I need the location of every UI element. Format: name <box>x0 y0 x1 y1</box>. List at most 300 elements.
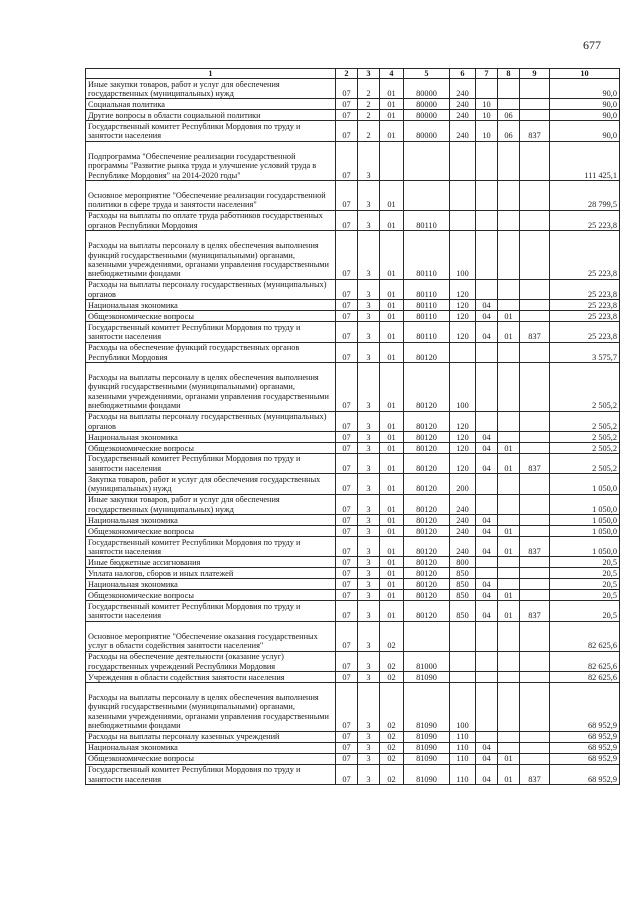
column-2-cell: 07 <box>336 322 358 342</box>
column-3-cell: 2 <box>358 99 380 110</box>
column-5-cell: 80120 <box>404 442 450 453</box>
column-2-cell: 07 <box>336 579 358 590</box>
column-2-cell: 07 <box>336 742 358 753</box>
column-3-cell: 3 <box>358 322 380 342</box>
column-9-cell <box>520 557 550 568</box>
column-8-cell <box>498 742 520 753</box>
column-8-cell <box>498 300 520 311</box>
column-3-cell: 3 <box>358 672 380 683</box>
column-5-cell: 81090 <box>404 753 450 764</box>
column-3-cell: 3 <box>358 731 380 742</box>
column-3-cell: 3 <box>358 557 380 568</box>
column-3-cell: 3 <box>358 526 380 537</box>
column-3-cell: 3 <box>358 494 380 514</box>
column-5-cell: 80110 <box>404 279 450 299</box>
column-9-cell <box>520 590 550 601</box>
column-9-cell <box>520 621 550 651</box>
column-6-cell <box>450 672 476 683</box>
column-4-cell: 02 <box>380 621 404 651</box>
column-name-cell: Расходы на обеспечение функций государственных органов Республики Мордовия <box>86 342 336 362</box>
table-row <box>86 526 620 537</box>
column-name-cell: Общеэкономические вопросы <box>86 311 336 322</box>
column-3-cell: 2 <box>358 110 380 121</box>
column-2-cell: 07 <box>336 731 358 742</box>
column-name-cell: Общеэкономические вопросы <box>86 590 336 601</box>
column-7-cell <box>476 731 498 742</box>
column-4-cell: 01 <box>380 494 404 514</box>
column-5-cell: 80110 <box>404 300 450 311</box>
column-9-cell <box>520 683 550 732</box>
column-7-cell <box>476 180 498 210</box>
column-5-cell: 80120 <box>404 342 450 362</box>
column-8-cell <box>498 279 520 299</box>
column-5-cell: 80000 <box>404 121 450 141</box>
column-3-cell: 3 <box>358 601 380 621</box>
column-7-cell: 04 <box>476 322 498 342</box>
column-9-cell <box>520 442 550 453</box>
column-2-cell: 07 <box>336 79 358 99</box>
column-5-cell: 80110 <box>404 311 450 322</box>
column-5-cell: 81090 <box>404 764 450 784</box>
column-amount-cell: 1 050,0 <box>550 526 620 537</box>
column-7-cell: 04 <box>476 453 498 473</box>
column-5-cell: 80120 <box>404 453 450 473</box>
column-2-cell: 07 <box>336 526 358 537</box>
column-6-cell: 240 <box>450 526 476 537</box>
column-amount-cell: 1 050,0 <box>550 474 620 494</box>
column-4-cell: 01 <box>380 442 404 453</box>
column-amount-cell: 3 575,7 <box>550 342 620 362</box>
column-7-cell: 04 <box>476 753 498 764</box>
column-7-cell: 10 <box>476 99 498 110</box>
column-amount-cell: 82 625,6 <box>550 621 620 651</box>
column-2-cell: 07 <box>336 515 358 526</box>
column-7-cell: 04 <box>476 526 498 537</box>
column-5-cell: 80000 <box>404 110 450 121</box>
column-4-cell <box>380 141 404 180</box>
column-name-cell: Социальная политика <box>86 99 336 110</box>
column-amount-cell: 25 223,8 <box>550 300 620 311</box>
table-row <box>86 515 620 526</box>
column-5-cell: 81090 <box>404 672 450 683</box>
column-3-cell: 3 <box>358 442 380 453</box>
column-name-cell: Государственный комитет Республики Мордовия по труду и занятости населения <box>86 601 336 621</box>
column-9-cell <box>520 79 550 99</box>
column-amount-cell: 68 952,9 <box>550 764 620 784</box>
column-4-cell: 01 <box>380 579 404 590</box>
column-2-cell: 07 <box>336 99 358 110</box>
column-2-cell: 07 <box>336 683 358 732</box>
column-5-cell <box>404 621 450 651</box>
column-5-cell <box>404 141 450 180</box>
column-8-cell <box>498 99 520 110</box>
column-5-cell: 81090 <box>404 742 450 753</box>
column-amount-cell: 20,5 <box>550 590 620 601</box>
column-7-cell: 04 <box>476 590 498 601</box>
column-8-cell <box>498 141 520 180</box>
column-5-cell: 80120 <box>404 362 450 411</box>
column-8-cell: 01 <box>498 537 520 557</box>
column-9-cell <box>520 362 550 411</box>
column-amount-cell: 82 625,6 <box>550 672 620 683</box>
column-7-cell <box>476 651 498 671</box>
column-4-cell: 01 <box>380 431 404 442</box>
column-2-cell: 07 <box>336 362 358 411</box>
column-9-cell: 837 <box>520 121 550 141</box>
column-6-cell: 200 <box>450 474 476 494</box>
column-8-cell <box>498 579 520 590</box>
column-9-cell <box>520 141 550 180</box>
table-row <box>86 731 620 742</box>
column-5-cell <box>404 180 450 210</box>
column-5-cell: 80120 <box>404 590 450 601</box>
column-9-cell <box>520 568 550 579</box>
column-2-cell: 07 <box>336 210 358 230</box>
column-4-cell: 01 <box>380 79 404 99</box>
column-9-cell <box>520 526 550 537</box>
column-7-cell <box>476 672 498 683</box>
column-5-cell: 81090 <box>404 731 450 742</box>
column-6-cell <box>450 651 476 671</box>
table-row <box>86 342 620 362</box>
column-amount-cell: 20,5 <box>550 579 620 590</box>
column-6-cell <box>450 180 476 210</box>
column-6-cell: 120 <box>450 453 476 473</box>
column-4-cell: 02 <box>380 764 404 784</box>
column-name-cell: Иные закупки товаров, работ и услуг для обеспечения государственных (муниципальных) нужд <box>86 494 336 514</box>
column-3-cell: 3 <box>358 411 380 431</box>
column-4-cell: 01 <box>380 590 404 601</box>
column-name-cell: Общеэкономические вопросы <box>86 753 336 764</box>
column-6-cell: 110 <box>450 731 476 742</box>
column-9-cell <box>520 474 550 494</box>
page-number: 677 <box>583 38 601 52</box>
column-6-cell: 100 <box>450 362 476 411</box>
table-row <box>86 453 620 473</box>
column-4-cell: 01 <box>380 342 404 362</box>
column-6-cell: 110 <box>450 742 476 753</box>
column-6-cell: 850 <box>450 568 476 579</box>
column-5-cell: 80120 <box>404 411 450 431</box>
column-9-cell: 837 <box>520 764 550 784</box>
column-5-cell: 80110 <box>404 322 450 342</box>
table-row <box>86 474 620 494</box>
column-6-cell: 120 <box>450 431 476 442</box>
column-7-cell <box>476 79 498 99</box>
column-2-cell: 07 <box>336 537 358 557</box>
header-column-name: 1 <box>86 69 336 79</box>
column-2-cell: 07 <box>336 231 358 280</box>
column-2-cell: 07 <box>336 141 358 180</box>
column-9-cell: 837 <box>520 537 550 557</box>
column-8-cell: 01 <box>498 442 520 453</box>
column-7-cell: 10 <box>476 110 498 121</box>
column-3-cell: 3 <box>358 621 380 651</box>
column-amount-cell: 111 425,1 <box>550 141 620 180</box>
column-8-cell <box>498 411 520 431</box>
column-7-cell: 04 <box>476 442 498 453</box>
column-amount-cell: 2 505,2 <box>550 431 620 442</box>
column-6-cell: 240 <box>450 537 476 557</box>
column-3-cell: 3 <box>358 579 380 590</box>
column-amount-cell: 2 505,2 <box>550 362 620 411</box>
column-5-cell: 80110 <box>404 210 450 230</box>
column-3-cell: 3 <box>358 568 380 579</box>
column-4-cell: 01 <box>380 311 404 322</box>
column-name-cell: Государственный комитет Республики Мордовия по труду и занятости населения <box>86 764 336 784</box>
column-7-cell: 10 <box>476 121 498 141</box>
table-row <box>86 431 620 442</box>
column-6-cell: 120 <box>450 411 476 431</box>
column-name-cell: Национальная экономика <box>86 515 336 526</box>
table-row <box>86 279 620 299</box>
table-row <box>86 79 620 99</box>
table-row <box>86 621 620 651</box>
column-2-cell: 07 <box>336 300 358 311</box>
column-5-cell: 81000 <box>404 651 450 671</box>
column-2-cell: 07 <box>336 753 358 764</box>
header-column-5: 5 <box>404 69 450 79</box>
column-name-cell: Государственный комитет Республики Мордовия по труду и занятости населения <box>86 322 336 342</box>
column-2-cell: 07 <box>336 121 358 141</box>
column-6-cell <box>450 210 476 230</box>
table-row <box>86 110 620 121</box>
column-4-cell: 01 <box>380 110 404 121</box>
table-row <box>86 753 620 764</box>
column-name-cell: Основное мероприятие "Обеспечение реализации государственной политики в сфере труда и занятости населения" <box>86 180 336 210</box>
column-6-cell: 120 <box>450 300 476 311</box>
column-7-cell: 04 <box>476 300 498 311</box>
table-row <box>86 494 620 514</box>
column-amount-cell: 20,5 <box>550 601 620 621</box>
column-4-cell: 01 <box>380 411 404 431</box>
column-name-cell: Государственный комитет Республики Мордовия по труду и занятости населения <box>86 121 336 141</box>
column-4-cell: 01 <box>380 568 404 579</box>
column-8-cell: 01 <box>498 322 520 342</box>
column-6-cell: 100 <box>450 231 476 280</box>
table-row <box>86 683 620 732</box>
column-name-cell: Расходы на выплаты персоналу казенных учреждений <box>86 731 336 742</box>
column-amount-cell: 25 223,8 <box>550 210 620 230</box>
column-8-cell: 01 <box>498 526 520 537</box>
header-column-7: 7 <box>476 69 498 79</box>
column-7-cell: 04 <box>476 764 498 784</box>
column-3-cell: 3 <box>358 742 380 753</box>
column-name-cell: Национальная экономика <box>86 579 336 590</box>
column-9-cell <box>520 411 550 431</box>
column-9-cell <box>520 180 550 210</box>
column-5-cell: 80120 <box>404 494 450 514</box>
column-amount-cell: 25 223,8 <box>550 322 620 342</box>
table-row <box>86 311 620 322</box>
column-6-cell: 850 <box>450 590 476 601</box>
column-3-cell: 3 <box>358 180 380 210</box>
column-5-cell: 80120 <box>404 431 450 442</box>
column-2-cell: 07 <box>336 590 358 601</box>
column-5-cell: 80120 <box>404 579 450 590</box>
table-row <box>86 411 620 431</box>
column-9-cell <box>520 300 550 311</box>
column-amount-cell: 90,0 <box>550 121 620 141</box>
column-8-cell: 01 <box>498 601 520 621</box>
column-2-cell: 07 <box>336 110 358 121</box>
column-amount-cell: 20,5 <box>550 568 620 579</box>
header-column-8: 8 <box>498 69 520 79</box>
column-9-cell <box>520 731 550 742</box>
column-3-cell: 3 <box>358 453 380 473</box>
column-8-cell <box>498 651 520 671</box>
column-name-cell: Уплата налогов, сборов и иных платежей <box>86 568 336 579</box>
column-9-cell: 837 <box>520 601 550 621</box>
column-4-cell: 02 <box>380 731 404 742</box>
column-2-cell: 07 <box>336 342 358 362</box>
column-2-cell: 07 <box>336 442 358 453</box>
header-column-amount: 10 <box>550 69 620 79</box>
column-2-cell: 07 <box>336 601 358 621</box>
table-row <box>86 651 620 671</box>
column-3-cell: 3 <box>358 474 380 494</box>
column-9-cell <box>520 651 550 671</box>
column-8-cell <box>498 474 520 494</box>
column-2-cell: 07 <box>336 279 358 299</box>
column-8-cell <box>498 180 520 210</box>
column-amount-cell: 1 050,0 <box>550 494 620 514</box>
column-9-cell <box>520 579 550 590</box>
column-amount-cell: 68 952,9 <box>550 742 620 753</box>
column-4-cell: 01 <box>380 231 404 280</box>
column-2-cell: 07 <box>336 621 358 651</box>
column-8-cell <box>498 231 520 280</box>
column-3-cell: 3 <box>358 590 380 601</box>
column-name-cell: Подпрограмма "Обеспечение реализации государственной программы "Развитие рынка труда и улучшение условий труда в Республике Мордовия" на 2014-2020 годы" <box>86 141 336 180</box>
column-amount-cell: 1 050,0 <box>550 515 620 526</box>
header-column-2: 2 <box>336 69 358 79</box>
column-amount-cell: 68 952,9 <box>550 683 620 732</box>
table-row <box>86 568 620 579</box>
column-7-cell <box>476 231 498 280</box>
column-amount-cell: 68 952,9 <box>550 753 620 764</box>
column-8-cell <box>498 568 520 579</box>
column-amount-cell: 90,0 <box>550 110 620 121</box>
column-2-cell: 07 <box>336 672 358 683</box>
column-6-cell: 110 <box>450 753 476 764</box>
column-9-cell <box>520 210 550 230</box>
column-7-cell: 04 <box>476 537 498 557</box>
column-6-cell: 240 <box>450 494 476 514</box>
column-name-cell: Иные бюджетные ассигнования <box>86 557 336 568</box>
column-amount-cell: 25 223,8 <box>550 231 620 280</box>
column-8-cell <box>498 731 520 742</box>
column-7-cell: 04 <box>476 601 498 621</box>
column-5-cell: 80120 <box>404 568 450 579</box>
column-8-cell <box>498 494 520 514</box>
column-9-cell <box>520 279 550 299</box>
column-7-cell <box>476 362 498 411</box>
budget-table <box>85 68 620 785</box>
column-name-cell: Общеэкономические вопросы <box>86 442 336 453</box>
column-2-cell: 07 <box>336 453 358 473</box>
column-9-cell <box>520 311 550 322</box>
table-row <box>86 180 620 210</box>
column-2-cell: 07 <box>336 764 358 784</box>
column-amount-cell: 2 505,2 <box>550 453 620 473</box>
column-8-cell: 01 <box>498 753 520 764</box>
column-amount-cell: 2 505,2 <box>550 411 620 431</box>
column-8-cell <box>498 342 520 362</box>
column-7-cell: 04 <box>476 431 498 442</box>
table-row <box>86 121 620 141</box>
column-8-cell: 06 <box>498 110 520 121</box>
header-column-6: 6 <box>450 69 476 79</box>
column-4-cell: 02 <box>380 742 404 753</box>
column-3-cell: 2 <box>358 79 380 99</box>
column-8-cell: 06 <box>498 121 520 141</box>
column-amount-cell: 82 625,6 <box>550 651 620 671</box>
column-6-cell: 800 <box>450 557 476 568</box>
column-6-cell <box>450 342 476 362</box>
column-amount-cell: 90,0 <box>550 99 620 110</box>
column-3-cell: 3 <box>358 279 380 299</box>
column-6-cell: 120 <box>450 311 476 322</box>
table-row <box>86 537 620 557</box>
header-column-9: 9 <box>520 69 550 79</box>
column-8-cell: 01 <box>498 311 520 322</box>
column-3-cell: 3 <box>358 683 380 732</box>
column-4-cell: 01 <box>380 474 404 494</box>
column-7-cell: 04 <box>476 311 498 322</box>
column-amount-cell: 2 505,2 <box>550 442 620 453</box>
column-2-cell: 07 <box>336 180 358 210</box>
column-8-cell <box>498 621 520 651</box>
column-5-cell: 80120 <box>404 515 450 526</box>
column-7-cell: 04 <box>476 742 498 753</box>
column-9-cell: 837 <box>520 453 550 473</box>
column-4-cell: 01 <box>380 537 404 557</box>
column-8-cell <box>498 362 520 411</box>
column-name-cell: Расходы на выплаты персоналу государственных (муниципальных) органов <box>86 279 336 299</box>
column-name-cell: Государственный комитет Республики Мордовия по труду и занятости населения <box>86 537 336 557</box>
column-amount-cell: 20,5 <box>550 557 620 568</box>
table-row <box>86 141 620 180</box>
column-3-cell: 3 <box>358 537 380 557</box>
column-2-cell: 07 <box>336 494 358 514</box>
table-row <box>86 210 620 230</box>
column-8-cell <box>498 557 520 568</box>
column-8-cell <box>498 672 520 683</box>
column-9-cell <box>520 672 550 683</box>
column-8-cell: 01 <box>498 764 520 784</box>
column-6-cell: 120 <box>450 442 476 453</box>
column-amount-cell: 25 223,8 <box>550 311 620 322</box>
column-6-cell: 240 <box>450 121 476 141</box>
table-row <box>86 579 620 590</box>
column-name-cell: Расходы на выплаты персоналу в целях обеспечения выполнения функций государственными (муниципальными) органами, казенными учреждениями, органами управления государственными внебюджетными фондами <box>86 362 336 411</box>
column-8-cell <box>498 515 520 526</box>
table-row <box>86 742 620 753</box>
column-7-cell <box>476 494 498 514</box>
column-7-cell <box>476 279 498 299</box>
column-6-cell: 120 <box>450 322 476 342</box>
column-5-cell: 80000 <box>404 99 450 110</box>
column-3-cell: 3 <box>358 311 380 322</box>
column-9-cell <box>520 99 550 110</box>
column-7-cell: 04 <box>476 579 498 590</box>
column-amount-cell: 28 799,5 <box>550 180 620 210</box>
column-4-cell: 01 <box>380 99 404 110</box>
table-row <box>86 590 620 601</box>
column-name-cell: Расходы на выплаты персоналу в целях обеспечения выполнения функций государственными (муниципальными) органами, казенными учреждениями, органами управления государственными внебюджетными фондами <box>86 231 336 280</box>
column-6-cell <box>450 621 476 651</box>
